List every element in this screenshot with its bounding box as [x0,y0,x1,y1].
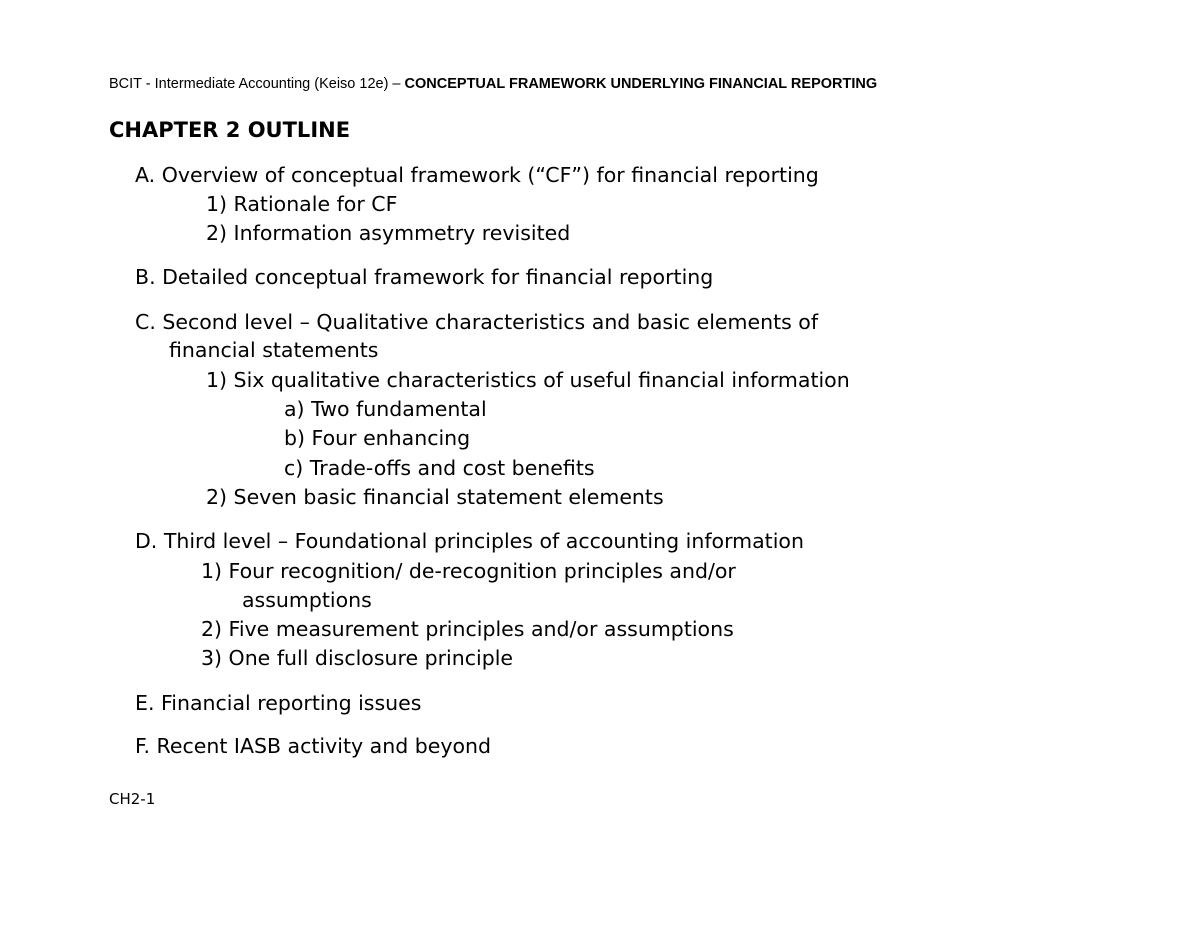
outline-item-c-cont: financial statements [169,338,379,362]
outline-item-d-1-cont: assumptions [242,588,372,612]
header-emphasis: CONCEPTUAL FRAMEWORK UNDERLYING FINANCIAL REPORTING [404,76,878,92]
outline-item-d-3: 3) One full disclosure principle [201,646,514,670]
outline-item-c-1c: c) Trade-offs and cost benefits [284,456,595,480]
outline-item-c-2: 2) Seven basic financial statement elements [206,485,664,509]
outline-item-f: F. Recent IASB activity and beyond [135,734,492,758]
outline-item-d-2: 2) Five measurement principles and/or assumptions [201,617,734,641]
outline-item-e: E. Financial reporting issues [135,691,422,715]
outline-item-c-1b: b) Four enhancing [284,426,471,450]
outline-item-c-1: 1) Six qualitative characteristics of useful financial information [206,368,850,392]
outline-item-a-2: 2) Information asymmetry revisited [206,221,571,245]
page-title: CHAPTER 2 OUTLINE [109,118,351,142]
page-number: CH2-1 [109,790,156,808]
outline-item-c-1a: a) Two fundamental [284,397,487,421]
page-header [109,76,877,92]
outline-item-c: C. Second level – Qualitative characteristics and basic elements of [135,310,819,334]
outline-item-b: B. Detailed conceptual framework for financial reporting [135,265,714,289]
outline-item-d-1: 1) Four recognition/ de-recognition principles and/or [201,559,736,583]
header-prefix: BCIT - Intermediate Accounting (Keiso 12e) – [109,76,405,92]
outline-item-d: D. Third level – Foundational principles of accounting information [135,529,804,553]
outline-item-a: A. Overview of conceptual framework (“CF”) for financial reporting [135,163,819,187]
outline-item-a-1: 1) Rationale for CF [206,192,398,216]
